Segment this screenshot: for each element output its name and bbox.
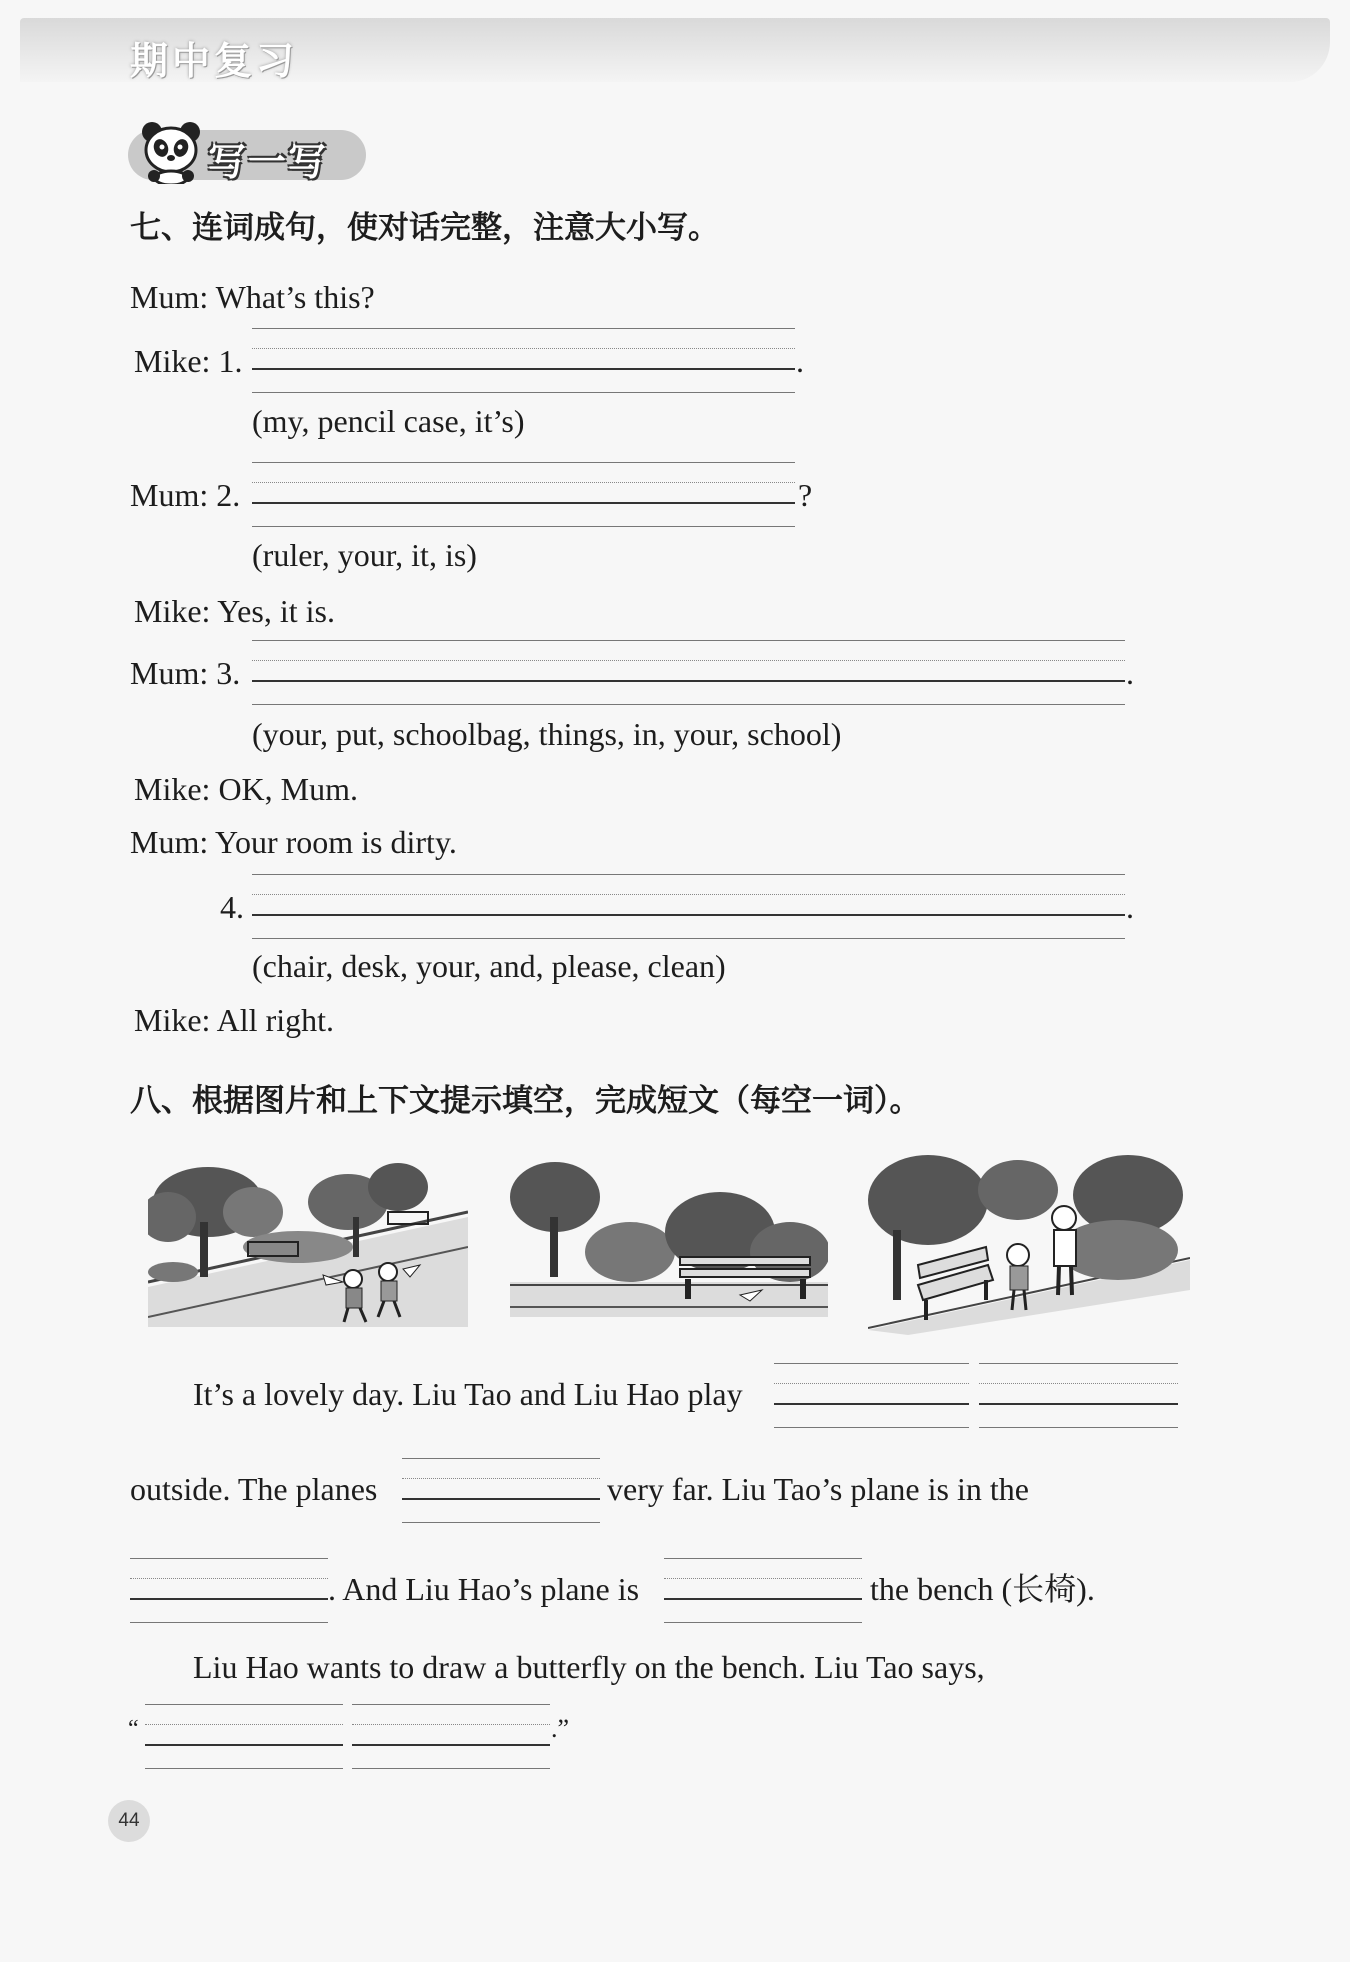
dialogue-line: Mum: What’s this?	[130, 279, 375, 315]
picture-boys-flying-planes	[148, 1157, 468, 1327]
dialogue-speaker: Mike: 1.	[134, 343, 243, 379]
section7-title: 七、连词成句，使对话完整，注意大小写。	[130, 210, 719, 246]
dialogue-line: Mike: All right.	[134, 1002, 334, 1038]
badge-label: 写一写	[208, 140, 329, 184]
dialogue-line: Mike: Yes, it is.	[134, 593, 335, 629]
dialogue-line: Mum: Your room is dirty.	[130, 824, 457, 860]
answer-punct: .	[1126, 655, 1134, 691]
dialogue-speaker: Mum: 2.	[130, 477, 241, 513]
banner-title: 期中复习	[130, 39, 299, 83]
quote-open: “	[128, 1716, 139, 1742]
picture-boys-at-bench	[868, 1150, 1190, 1335]
word-hint: (your, put, schoolbag, things, in, your, school)	[252, 716, 842, 752]
page-number: 44	[108, 1800, 150, 1842]
dialogue-speaker: Mum: 3.	[130, 655, 241, 691]
word-hint: (ruler, your, it, is)	[252, 537, 477, 573]
answer-punct: ?	[798, 477, 813, 513]
picture-park-bench	[510, 1157, 828, 1317]
passage-text: Liu Hao wants to draw a butterfly on the bench. Liu Tao says,	[193, 1649, 985, 1685]
answer-punct: .	[796, 343, 804, 379]
dialogue-line: Mike: OK, Mum.	[134, 771, 358, 807]
passage-text: the bench (长椅).	[870, 1571, 1095, 1607]
quote-close: .”	[551, 1714, 570, 1743]
word-hint: (my, pencil case, it’s)	[252, 403, 525, 439]
section8-title: 八、根据图片和上下文提示填空，完成短文（每空一词）。	[130, 1083, 921, 1119]
passage-text: very far. Liu Tao’s plane is in the	[607, 1471, 1029, 1507]
answer-punct: .	[1126, 889, 1134, 925]
dialogue-speaker: 4.	[220, 889, 244, 925]
panda-icon	[138, 118, 204, 184]
passage-text: . And Liu Hao’s plane is	[328, 1571, 640, 1607]
word-hint: (chair, desk, your, and, please, clean)	[252, 948, 726, 984]
passage-text: It’s a lovely day. Liu Tao and Liu Hao play	[193, 1376, 743, 1412]
passage-text: outside. The planes	[130, 1471, 378, 1507]
